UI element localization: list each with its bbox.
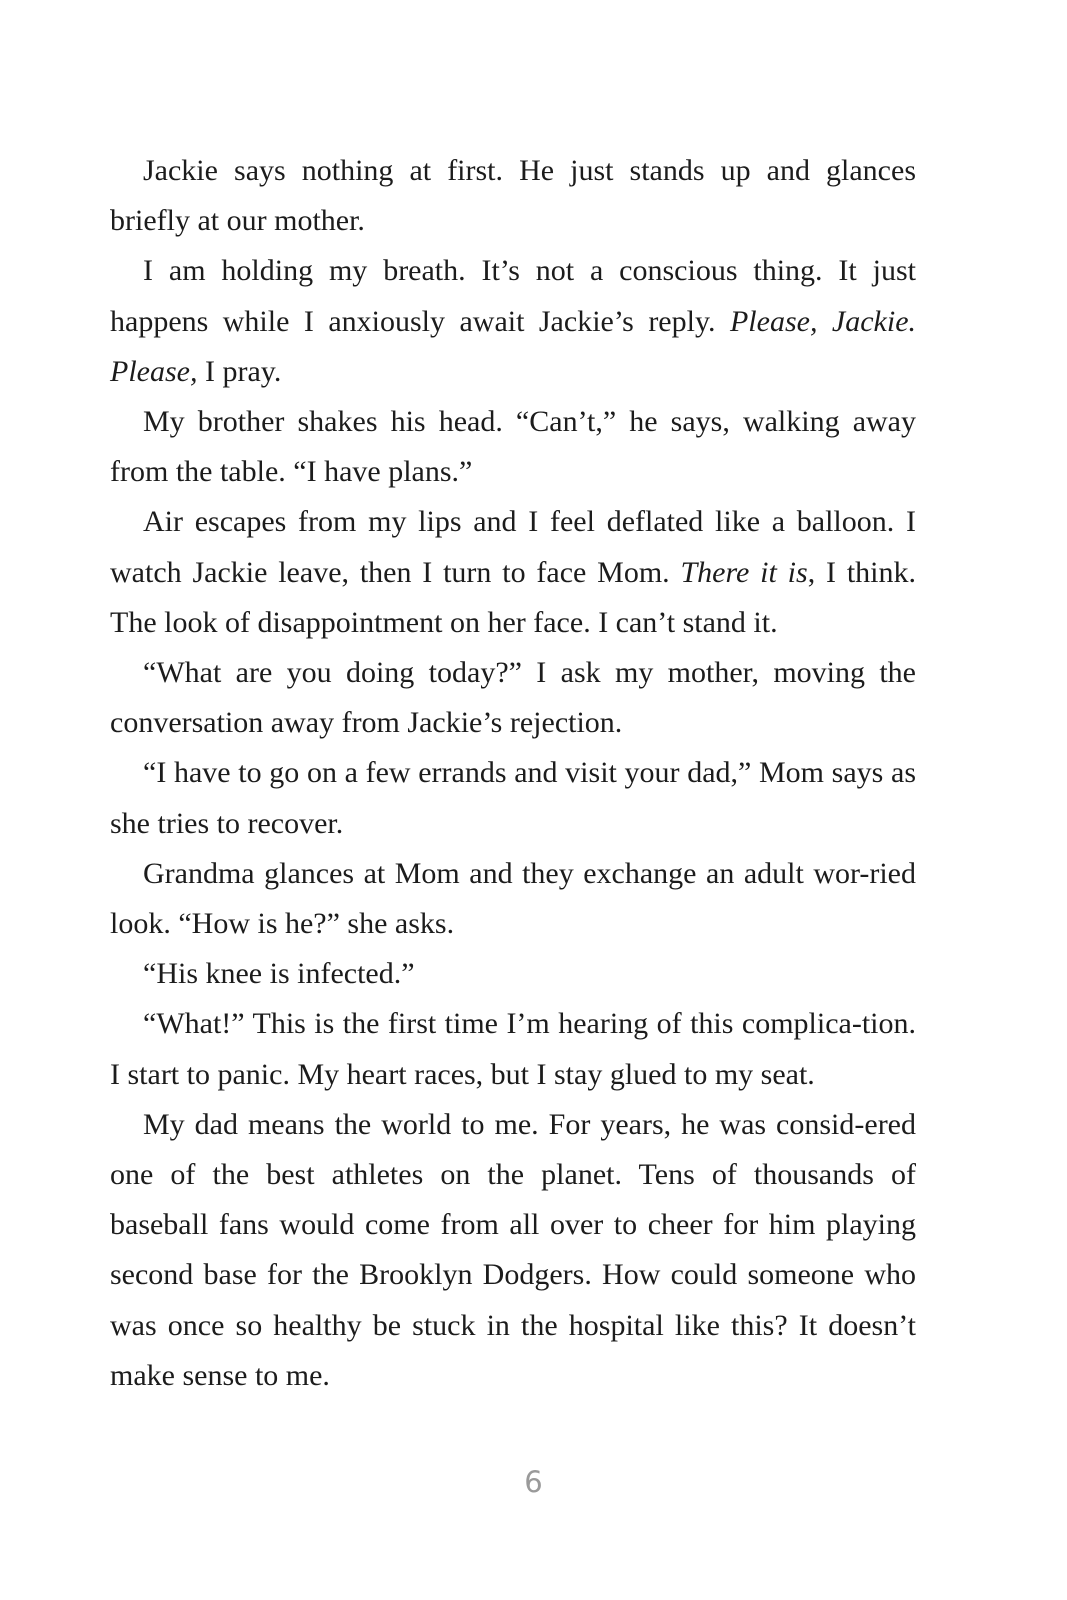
paragraph-text: My brother shakes his head. “Can’t,” he says, walking away from the table. “I have plans.”	[110, 405, 916, 489]
paragraph-text: “What are you doing today?” I ask my mother, moving the conversation away from Jackie’s rejection.	[110, 656, 916, 740]
paragraph	[110, 648, 916, 748]
paragraph-text: My dad means the world to me. For years, he was consid-ered one of the best athletes on the planet. Tens of thousands of baseball fans would come from all over to cheer for him playing second base for the Brooklyn Dodgers. How could someone who was once so healthy be stuck in the hospital like this? It doesn’t make sense to me.	[110, 1107, 916, 1392]
paragraph	[110, 146, 916, 246]
paragraph-italic-text: Please, Jackie. Please,	[110, 304, 917, 388]
paragraph-text: Air escapes from my lips and I feel deflated like a balloon. I watch Jackie leave, then I turn to face Mom.	[110, 505, 916, 589]
body-text	[110, 146, 916, 1401]
paragraph	[110, 949, 916, 999]
page-number: 6	[524, 1465, 543, 1499]
paragraph-text: I pray.	[197, 354, 282, 388]
paragraph	[110, 999, 916, 1099]
paragraph	[110, 748, 916, 848]
paragraph-text: “His knee is infected.”	[143, 957, 415, 991]
paragraph-text: “I have to go on a few errands and visit your dad,” Mom says as she tries to recover.	[110, 756, 916, 840]
paragraph-text: Jackie says nothing at first. He just stands up and glances briefly at our mother.	[110, 154, 916, 238]
paragraph-text: Grandma glances at Mom and they exchange an adult wor-ried look. “How is he?” she asks.	[110, 856, 916, 941]
paragraph	[110, 1100, 916, 1401]
paragraph	[110, 497, 916, 648]
paragraph	[110, 849, 916, 949]
paragraph-text: , I think. The look of disappointment on her face. I can’t stand it.	[110, 555, 916, 639]
paragraph-text: I am holding my breath. It’s not a conscious thing. It just happens while I anxiously await Jackie’s reply.	[110, 254, 916, 338]
paragraph-text: “What!” This is the first time I’m hearing of this complica-tion. I start to panic. My heart races, but I stay glued to my seat.	[110, 1007, 916, 1091]
paragraph	[110, 397, 916, 497]
paragraph	[110, 246, 916, 397]
paragraph-italic-text: There it is	[680, 555, 808, 589]
